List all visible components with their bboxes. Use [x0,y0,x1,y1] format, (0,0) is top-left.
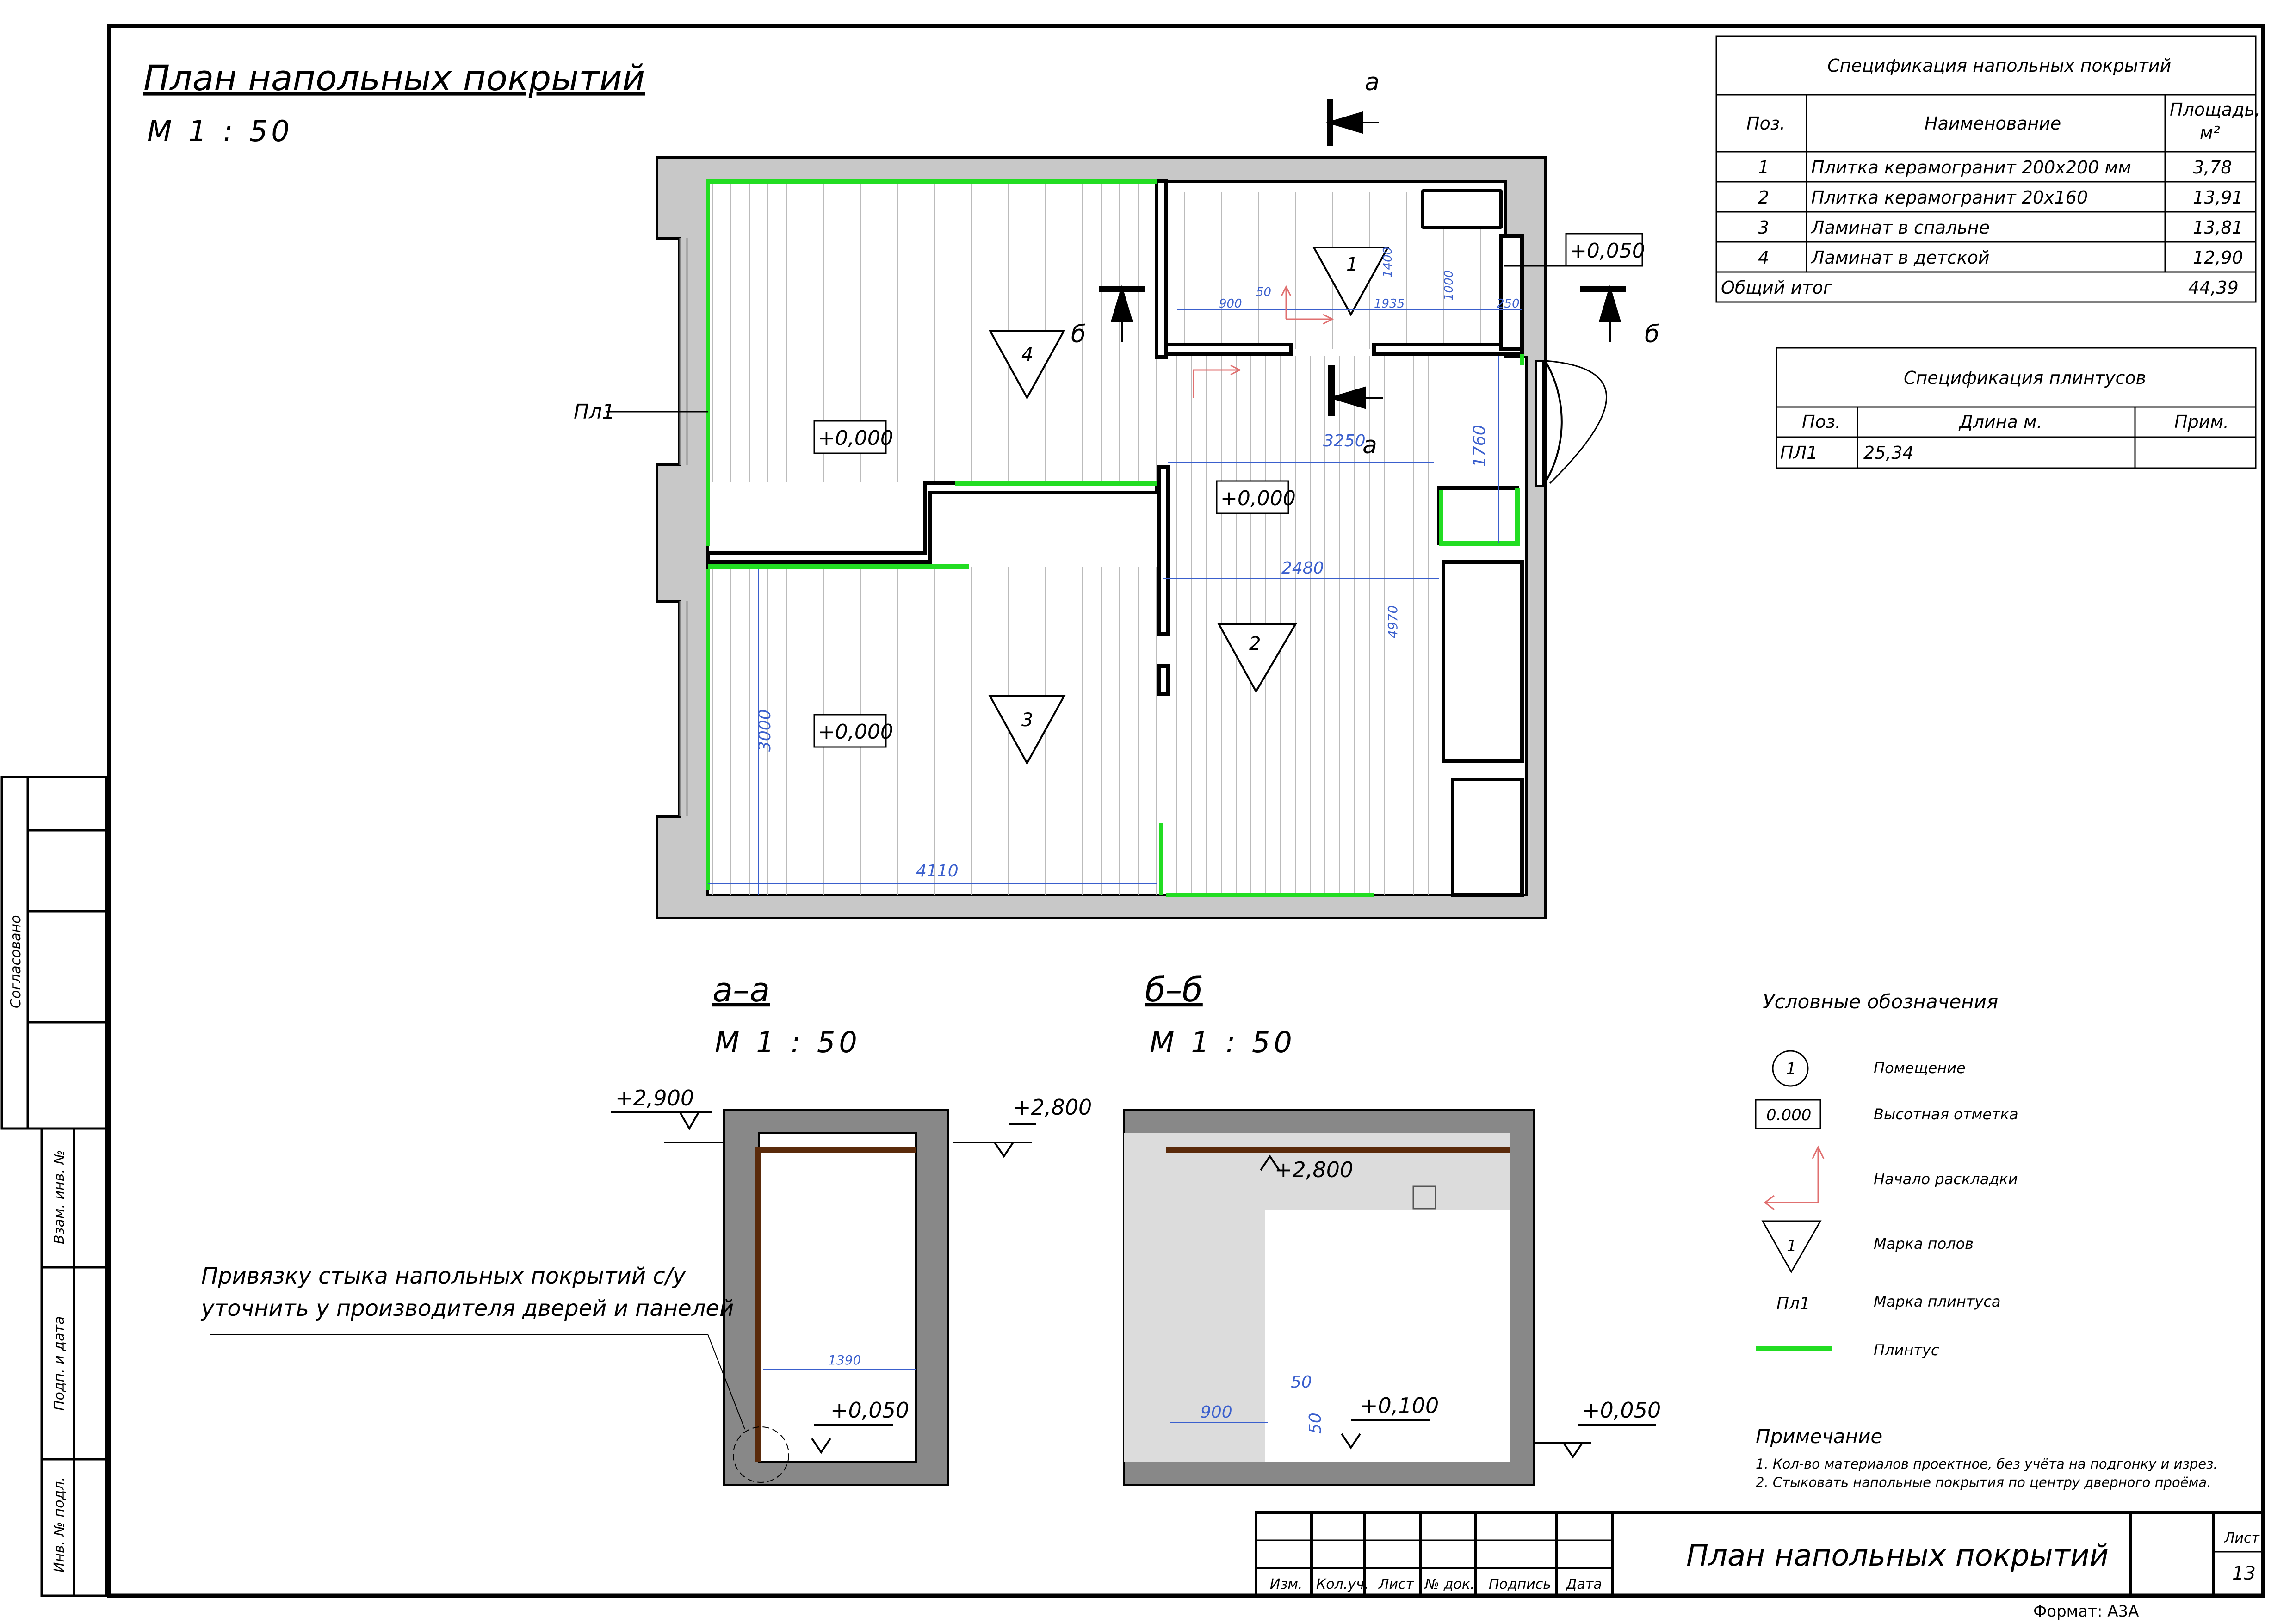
legend-floor-mark-symbol: 1 [1787,1237,1797,1255]
wall-bath-right [1501,236,1522,349]
stamp-sheet-label: Лист [2224,1530,2260,1546]
dim-50: 50 [1256,285,1272,299]
joint-note-line-2: уточнить у производителя дверей и панелей [201,1296,734,1321]
floor-spec-row-1-pos: 1 [1758,157,1770,178]
stamp-col-doc: № док. [1425,1576,1475,1592]
side-stamp-agreed: Согласовано [8,915,24,1008]
legend-item-floor-mark: Марка полов [1874,1235,1974,1253]
skirting-spec-row-1-length: 25,34 [1863,443,1914,463]
level-room-2: +0,000 [1220,487,1296,510]
dim-1760: 1760 [1470,425,1489,467]
floor-spec-header-name: Наименование [1925,113,2061,134]
floor-spec-header-pos: Поз. [1746,113,1786,134]
section-bb-dim-900: 900 [1201,1403,1232,1422]
floor-spec-row-4-pos: 4 [1758,247,1770,268]
room-4-floor [708,181,1157,482]
skirting-label: Пл1 [574,400,615,424]
floor-spec-row-2-area: 13,91 [2193,187,2243,208]
legend-item-skirting: Плинтус [1874,1341,1939,1359]
side-stamp-sign-date: Подп. и дата [51,1316,68,1411]
section-aa-drawing [724,1101,948,1489]
floor-spec-header-unit: м² [2200,123,2220,143]
stamp-col-change: Изм. [1270,1576,1303,1592]
wall-corridor-lower [1159,666,1168,694]
section-label-b-right: б [1645,321,1660,348]
dim-3250: 3250 [1323,432,1366,450]
skirting-spec-title: Спецификация плинтусов [1904,368,2147,388]
floor-spec-row-2-name: Плитка керамогранит 20х160 [1811,187,2088,208]
legend-layout-arrow [1765,1147,1824,1210]
legend-item-layout: Начало раскладки [1874,1170,2018,1188]
level-bath: +0,050 [1570,239,1645,263]
floor-spec-row-1-area: 3,78 [2193,157,2232,178]
legend-item-level: Высотная отметка [1874,1105,2018,1123]
section-marker-a-top [1330,99,1379,146]
wall-corridor-left [1159,467,1168,634]
dim-1935: 1935 [1374,297,1405,311]
section-bb-dim-50a: 50 [1291,1373,1312,1392]
notes-line-2: 2. Стыковать напольные покрытия по центру дверного проёма. [1756,1475,2211,1490]
floor-spec-row-3-name: Ламинат в спальне [1811,217,1990,238]
dim-250: 250 [1497,297,1520,311]
stamp-sheet-number: 13 [2232,1563,2256,1584]
legend-room-symbol: 1 [1786,1060,1796,1079]
floor-spec-row-4-area: 12,90 [2193,247,2243,268]
notes-title: Примечание [1756,1425,1883,1448]
side-stamp-inv-orig: Инв. № подл. [51,1477,68,1573]
joint-note-line-1: Привязку стыка напольных покрытий с/у [201,1263,686,1289]
stamp-col-date: Дата [1566,1576,1602,1592]
legend-skirting-symbol: Пл1 [1776,1294,1810,1313]
side-stamp-replace-inv: Взам. инв. № [51,1150,68,1244]
level-room-4: +0,000 [818,426,893,450]
floor-spec-total-label: Общий итог [1721,278,1832,298]
legend-item-room: Помещение [1874,1059,1966,1077]
section-aa-scale: М 1 : 50 [715,1025,861,1059]
section-marker-b-right [1580,289,1626,342]
floor-spec-row-4-name: Ламинат в детской [1811,247,1990,268]
floor-spec-row-2-pos: 2 [1758,187,1770,208]
stamp-col-sheet: Лист [1379,1576,1414,1592]
room-3-floor [708,567,1157,895]
room-label-3: 3 [1021,710,1034,731]
section-label-b-left: б [1071,321,1086,348]
section-aa-dim: 1390 [828,1352,861,1368]
stamp-col-sign: Подпись [1489,1576,1551,1592]
section-bb-dim-50b: 50 [1306,1413,1325,1434]
wall-bath-left [1157,181,1166,357]
skirting-spec-header-note: Прим. [2174,412,2229,432]
floor-spec-row-1-name: Плитка керамогранит 200х200 мм [1811,157,2131,178]
notes-line-1: 1. Кол-во материалов проектное, без учёта на подгонку и изрез. [1756,1456,2218,1472]
stamp-col-count: Кол.уч. [1316,1576,1369,1592]
wardrobe-2 [1453,779,1522,895]
dim-1400: 1400 [1381,247,1395,278]
section-aa-level-ceiling: +2,800 [1013,1095,1092,1120]
floor-spec-title: Спецификация напольных покрытий [1827,56,2172,76]
wardrobe-1 [1443,562,1522,761]
page-scale: М 1 : 50 [147,114,293,148]
wall-4-3 [708,483,1157,562]
section-bb-scale: М 1 : 50 [1150,1025,1296,1059]
section-bb-title: б–б [1145,970,1203,1009]
legend-level-symbol: 0.000 [1766,1106,1812,1124]
floor-spec-row-3-area: 13,81 [2193,217,2243,238]
stamp-format: Формат: А3А [2033,1602,2139,1621]
section-bb-level-floor: +0,100 [1360,1393,1439,1418]
wall-bath-bottom [1166,345,1291,354]
dim-4970: 4970 [1385,605,1400,638]
room-label-4: 4 [1021,344,1034,365]
dim-2480: 2480 [1281,559,1324,578]
section-label-a-top: а [1365,68,1380,96]
section-bb-level-outside: +0,050 [1582,1398,1661,1423]
level-room-3: +0,000 [818,720,893,744]
section-aa-title: а–а [712,970,770,1009]
skirting-spec-header-pos: Поз. [1802,412,1841,432]
skirting-spec-row-1-pos: ПЛ1 [1780,443,1818,463]
dim-3000: 3000 [755,709,774,752]
skirting-spec-header-length: Длина м. [1959,412,2042,432]
floor-spec-header-area: Площадь, [2170,99,2260,120]
legend-title: Условные обозначения [1763,990,1999,1013]
room-label-2: 2 [1249,633,1261,654]
room-label-1: 1 [1346,254,1358,275]
dim-900: 900 [1219,297,1242,311]
page-title: План напольных покрытий [143,57,645,99]
stamp-title: План напольных покрытий [1686,1539,2109,1573]
floor-spec-row-3-pos: 3 [1758,217,1770,238]
dim-1000: 1000 [1442,270,1456,301]
floor-spec-total: 44,39 [2188,278,2239,298]
floor-plan [574,68,1659,918]
section-label-a-mid: а [1362,432,1377,459]
section-aa-level-floor: +0,050 [830,1398,910,1423]
section-bb-level-ceiling: +2,800 [1275,1157,1354,1182]
legend-item-skirting-mark: Марка плинтуса [1874,1293,2001,1310]
dim-4110: 4110 [916,862,959,881]
niche-top [1423,191,1501,228]
hall-niche [1439,488,1517,543]
section-aa-level-top: +2,900 [615,1086,694,1111]
skirting-spec-table [1776,348,2256,468]
